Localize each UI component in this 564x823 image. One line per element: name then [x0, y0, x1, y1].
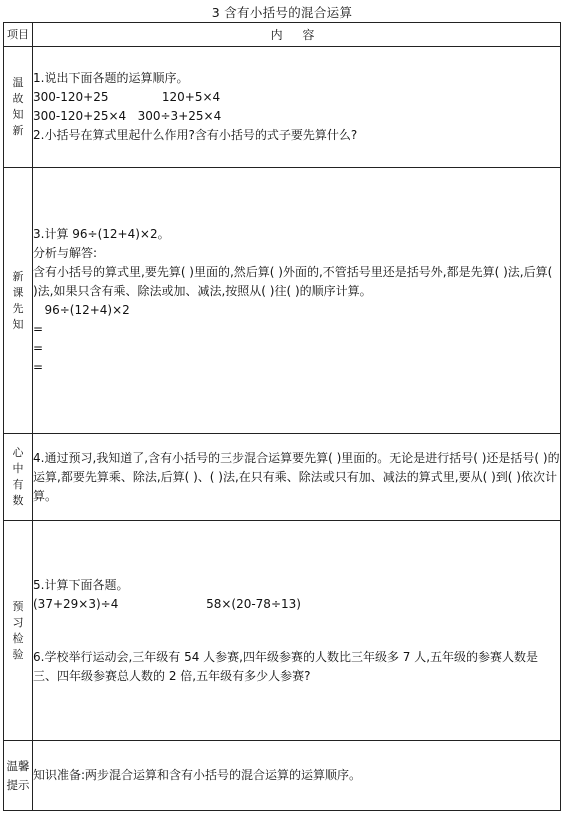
worksheet-table: [3, 22, 561, 811]
section-label-check: 预习检验: [4, 521, 33, 741]
summary-line-1: 4.通过预习,我知道了,含有小括号的三步混合运算要先算( )里面的。无论是进行括号( )还是括号( )的运算,都要先算乘、除法,后算( )、( )法,在只有乘、除法或只有加、减法的算式里,要从( )到( )依次计算。: [33, 450, 560, 503]
preview-line-7: =: [33, 359, 44, 374]
section-content-summary: [33, 434, 561, 521]
section-content-preview: [33, 168, 561, 434]
preview-line-3: 含有小括号的算式里,要先算( )里面的,然后算( )外面的,不管括号里还是括号外,都是先算( )法,后算( )法,如果只含有乘、除法或加、减法,按照从( )往( )的顺序计算。: [33, 264, 553, 298]
header-content: 内 容: [33, 23, 561, 47]
preview-line-6: =: [33, 340, 44, 355]
section-label-review: 温故知新: [4, 47, 33, 168]
check-line-2: (37+29×3)÷4 58×(20-78÷13): [33, 596, 301, 611]
header-row: [4, 23, 561, 47]
preview-line-5: =: [33, 321, 44, 336]
section-label-preview: 新课先知: [4, 168, 33, 434]
section-preview: [4, 168, 561, 434]
answer-space: [33, 614, 560, 648]
header-item: 项目: [4, 23, 33, 47]
section-content-review: [33, 47, 561, 168]
section-review: [4, 47, 561, 168]
preview-line-4: 96÷(12+4)×2: [33, 302, 130, 317]
section-summary: [4, 434, 561, 521]
page-title: 3 含有小括号的混合运算: [211, 5, 353, 20]
check-line-3: 6.学校举行运动会,三年级有 54 人参赛,四年级参赛的人数比三年级多 7 人,五年级的参赛人数是三、四年级参赛总人数的 2 倍,五年级有多少人参赛?: [33, 649, 539, 683]
section-content-tip: [33, 741, 561, 811]
review-line-4: 2.小括号在算式里起什么作用?含有小括号的式子要先算什么?: [33, 128, 358, 142]
check-line-1: 5.计算下面各题。: [33, 577, 129, 592]
section-label-tip: 温馨提示: [4, 741, 33, 811]
review-line-2: 300-120+25 120+5×4: [33, 90, 221, 104]
section-label-summary: 心中有数: [4, 434, 33, 521]
preview-line-1: 3.计算 96÷(12+4)×2。: [33, 226, 170, 241]
section-check: [4, 521, 561, 741]
review-line-1: 1.说出下面各题的运算顺序。: [33, 71, 189, 85]
review-line-3: 300-120+25×4 300÷3+25×4: [33, 109, 222, 123]
tip-line-1: 知识准备:两步混合运算和含有小括号的混合运算的运算顺序。: [33, 768, 362, 782]
preview-line-2: 分析与解答:: [33, 245, 98, 260]
section-content-check: [33, 521, 561, 741]
section-tip: [4, 741, 561, 811]
